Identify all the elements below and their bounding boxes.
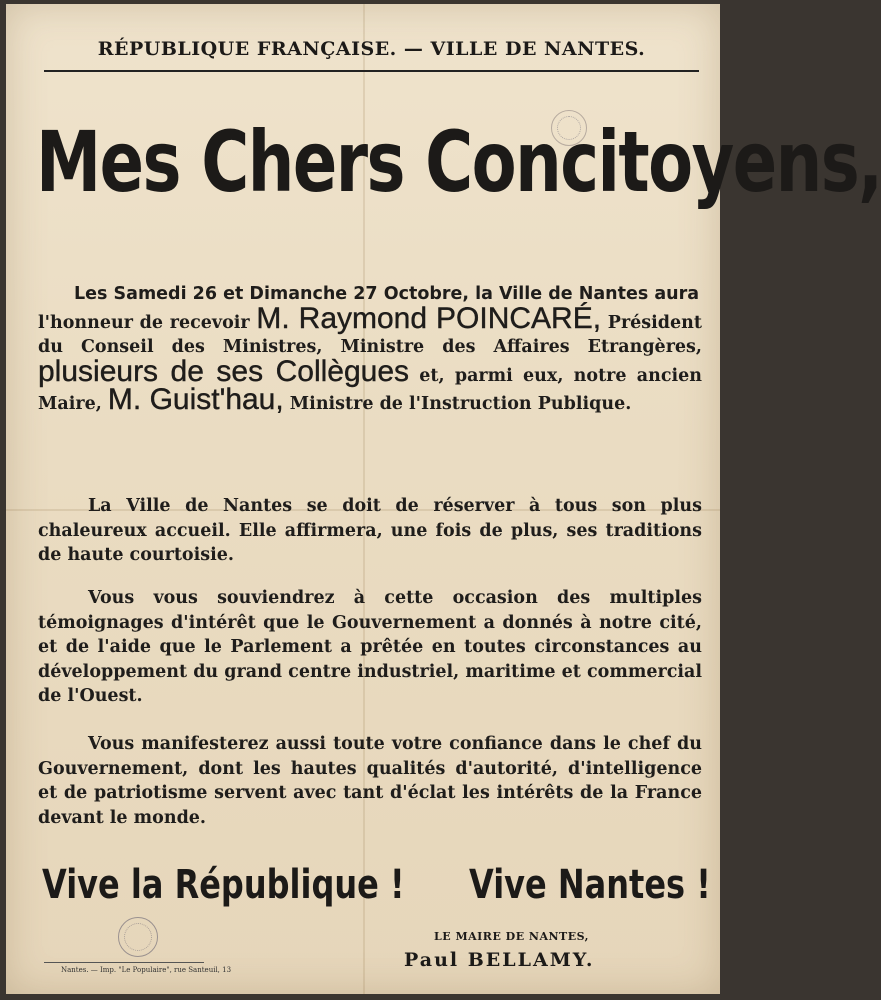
- signature-name: Paul BELLAMY.: [404, 949, 595, 971]
- printer-imprint: Nantes. — Imp. "Le Populaire", rue Santeuil, 13: [61, 966, 232, 974]
- paragraph-1-text-d: Ministre de l'Instruction Publique.: [283, 394, 632, 414]
- imprint-rule: [44, 962, 204, 963]
- paragraph-1-line1: Les Samedi 26 et Dimanche 27 Octobre, la Ville de Nantes aura: [74, 284, 700, 304]
- archive-stamp: [118, 917, 158, 957]
- paragraph-1-text-b: Président du Conseil des Ministres, Ministre des Affaires Etrangères,: [38, 312, 702, 357]
- header-rule: [44, 70, 699, 72]
- poster-header: RÉPUBLIQUE FRANÇAISE. — VILLE DE NANTES.: [97, 38, 646, 60]
- name-guisthau: M. Guist'hau,: [107, 383, 284, 416]
- vive-republique: Vive la République !: [42, 862, 405, 908]
- paragraph-1-text-a: l'honneur de recevoir: [38, 312, 257, 333]
- name-poincare: M. Raymond POINCARÉ,: [256, 301, 602, 335]
- paragraph-4-text: Vous manifesterez aussi toute votre confiance dans le chef du Gouvernement, dont les hautes qualités d'autorité, d'intelligence et de patriotisme servent avec tant d'éclat les intérêts de la France devant le monde.: [38, 734, 702, 828]
- paragraph-1: [38, 282, 702, 417]
- paragraph-2: [38, 494, 702, 568]
- paragraph-2-text: La Ville de Nantes se doit de réserver à tous son plus chaleureux accueil. Elle affirmera, une fois de plus, ses traditions de haute courtoisie.: [38, 496, 702, 565]
- poster: [6, 4, 881, 994]
- name-collegues: plusieurs de ses Collègues: [38, 354, 410, 388]
- paragraph-3-text: Vous vous souviendrez à cette occasion des multiples témoignages d'intérêt que le Gouvernement a donnés à notre cité, et de l'aide que le Parlement a prêtée en toutes circonstances au développement du grand centre industriel, maritime et commercial de l'Ouest.: [38, 588, 702, 706]
- paragraph-4: [38, 732, 702, 830]
- paragraph-1-text-c: et, parmi eux, notre ancien Maire,: [38, 365, 702, 414]
- paragraph-3: [38, 586, 702, 709]
- signature-label: LE MAIRE DE NANTES,: [434, 930, 590, 943]
- poster-title: Mes Chers Concitoyens,: [36, 113, 881, 211]
- vive-nantes: Vive Nantes !: [469, 862, 711, 908]
